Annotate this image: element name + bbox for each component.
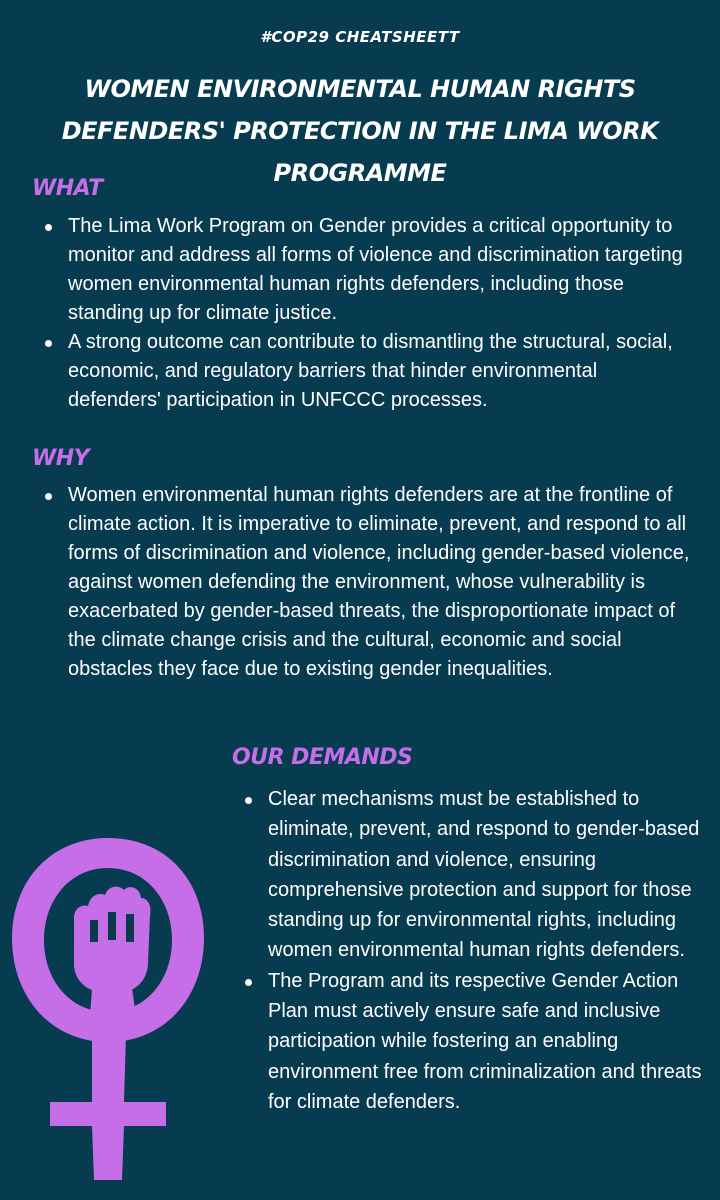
demands-heading: OUR DEMANDS	[232, 745, 413, 770]
page-title: WOMEN ENVIRONMENTAL HUMAN RIGHTS DEFENDERS' PROTECTION IN THE LIMA WORK PROGRAMME	[61, 75, 659, 187]
why-heading: WHY	[32, 446, 90, 471]
what-list	[32, 212, 692, 415]
hashtag: #COP29 CHEATSHEETT	[260, 28, 460, 46]
demand-item-1: Clear mechanisms must be established to eliminate, prevent, and respond to gender-based discrimination and violence, ensuring comprehensive protection and support for those standing up for environmental rights, including women environmental human rights defenders.	[232, 784, 702, 966]
demands-list	[232, 784, 702, 1117]
what-item-1: The Lima Work Program on Gender provides a critical opportunity to monitor and address all forms of violence and discrimination targeting women environmental human rights defenders, including those standing up for climate justice.	[32, 212, 692, 328]
fist-fingers	[74, 887, 151, 992]
what-heading: WHAT	[32, 176, 103, 201]
fist-forearm	[90, 988, 136, 1016]
what-item-2: A strong outcome can contribute to dismantling the structural, social, economic, and regulatory barriers that hinder environmental defenders' participation in UNFCCC processes.	[32, 328, 692, 415]
feminist-fist-venus-symbol-icon	[8, 820, 208, 1190]
venus-stem	[50, 1034, 166, 1180]
why-list	[32, 481, 692, 684]
why-item-1: Women environmental human rights defenders are at the frontline of climate action. It is imperative to eliminate, prevent, and respond to all forms of discrimination and violence, including gender-based violence, against women defending the environment, whose vulnerability is exacerbated by gender-based threats, the disproportionate impact of the climate change crisis and the cultural, economic and social obstacles they face due to existing gender inequalities.	[32, 481, 692, 684]
demand-item-2: The Program and its respective Gender Action Plan must actively ensure safe and inclusive participation while fostering an enabling environment free from criminalization and threats for climate defenders.	[232, 966, 702, 1117]
